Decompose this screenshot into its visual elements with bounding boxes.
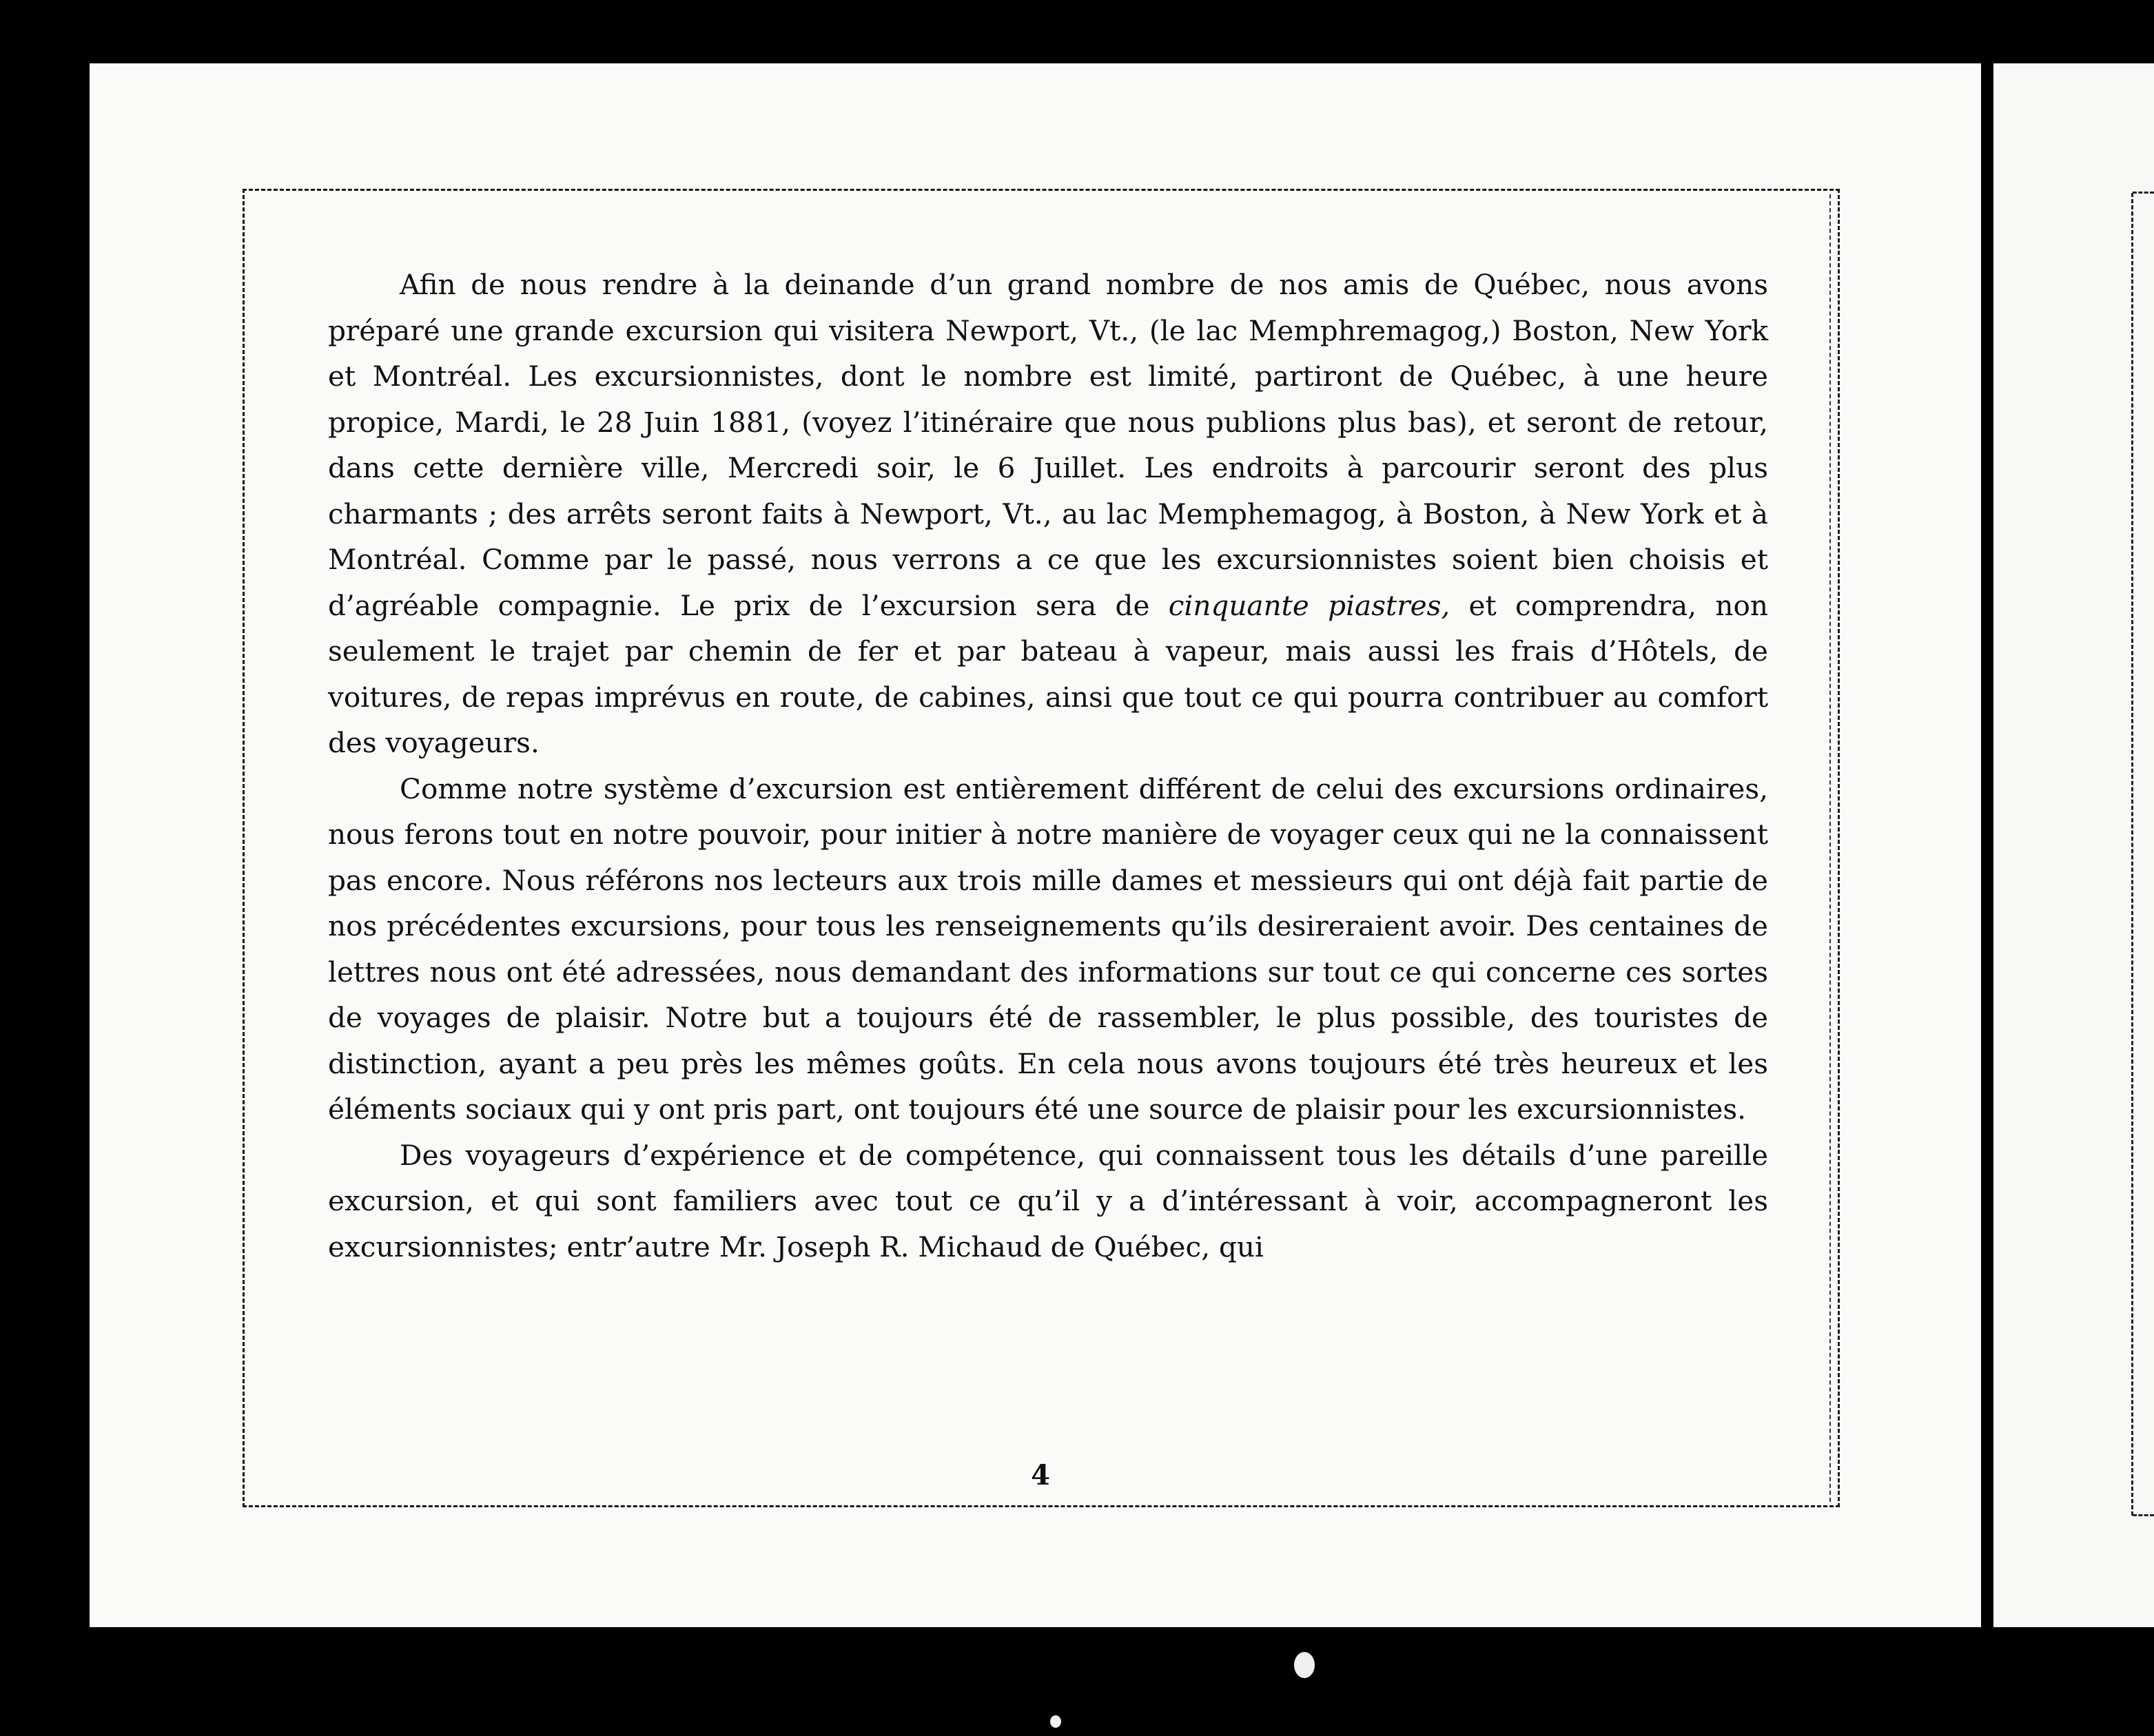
- page-number: 4: [1031, 1459, 1050, 1491]
- price-emphasis: cinquante piastres,: [1168, 588, 1450, 622]
- scan-speck: [1050, 1715, 1061, 1728]
- facing-page-frame-left: [2131, 193, 2133, 1516]
- paragraph-1-continuation: et comprendra, non seulement le trajet par chemin de fer et par bateau à vapeur, mais aussi les frais d’Hôtels, de voitures, de repas imprévus en route, de cabines, ainsi que tout ce qui pourra contribuer au comfort des voyageurs.: [328, 588, 1768, 759]
- body-text: [328, 262, 1768, 1433]
- paragraph-3: Des voyageurs d’expérience et de compétence, qui connaissent tous les détails d’une pareille excursion, et qui sont familiers avec tout ce qu’il y a d’intéressant à voir, accompagneront les excursionnistes; entr’autre Mr. Joseph R. Michaud de Québec, qui: [328, 1138, 1768, 1263]
- facing-page-frame-top: [2133, 192, 2154, 196]
- page-frame-inner-rule: [1829, 194, 1831, 1502]
- facing-page-frame-bottom: [2133, 1514, 2154, 1518]
- paragraph-1-text: Afin de nous rendre à la deinande d’un grand nombre de nos amis de Québec, nous avons préparé une grande excursion qui visitera Newport, Vt., (le lac Memphremagog,) Boston, New York et Montréal. Les excursionnistes, dont le nombre est limité, partiront de Québec, à une heure propice, Mardi, le 28 Juin 1881, (voyez l’itinéraire que nous publions plus bas), et seront de retour, dans cette dernière ville, Mercredi soir, le 6 Juillet. Les endroits à parcourir seront des plus charmants ; des arrêts seront faits à Newport, Vt., au lac Memphemagog, à Boston, à New York et à Montréal. Comme par le passé, nous verrons a ce que les excursionnistes soient bien choisis et d’agréable compagnie. Le prix de l’excursion sera de: [328, 268, 1768, 622]
- scan-border-bottom: [0, 1627, 2154, 1736]
- facing-page-edge: [1993, 63, 2154, 1627]
- page-gutter: [1981, 63, 1993, 1627]
- scan-border-top: [0, 0, 2154, 63]
- paragraph-2: Comme notre système d’excursion est entièrement différent de celui des excursions ordinaires, nous ferons tout en notre pouvoir, pour initier à notre manière de voyager ceux qui ne la connaissent pas encore. Nous référons nos lecteurs aux trois mille dames et messieurs qui ont déjà fait partie de nos précédentes excursions, pour tous les renseignements qu’ils desireraient avoir. Des centaines de lettres nous ont été adressées, nous demandant des informations sur tout ce qui concerne ces sortes de voyages de plaisir. Notre but a toujours été de rassembler, le plus possible, des touristes de distinction, ayant a peu près les mêmes goûts. En cela nous avons toujours été très heureux et les éléments sociaux qui y ont pris part, ont toujours été une source de plaisir pour les excursionnistes.: [328, 772, 1768, 1126]
- scan-speck: [1294, 1652, 1315, 1678]
- scan-border-left: [0, 63, 90, 1627]
- paragraph-1: [328, 262, 1768, 766]
